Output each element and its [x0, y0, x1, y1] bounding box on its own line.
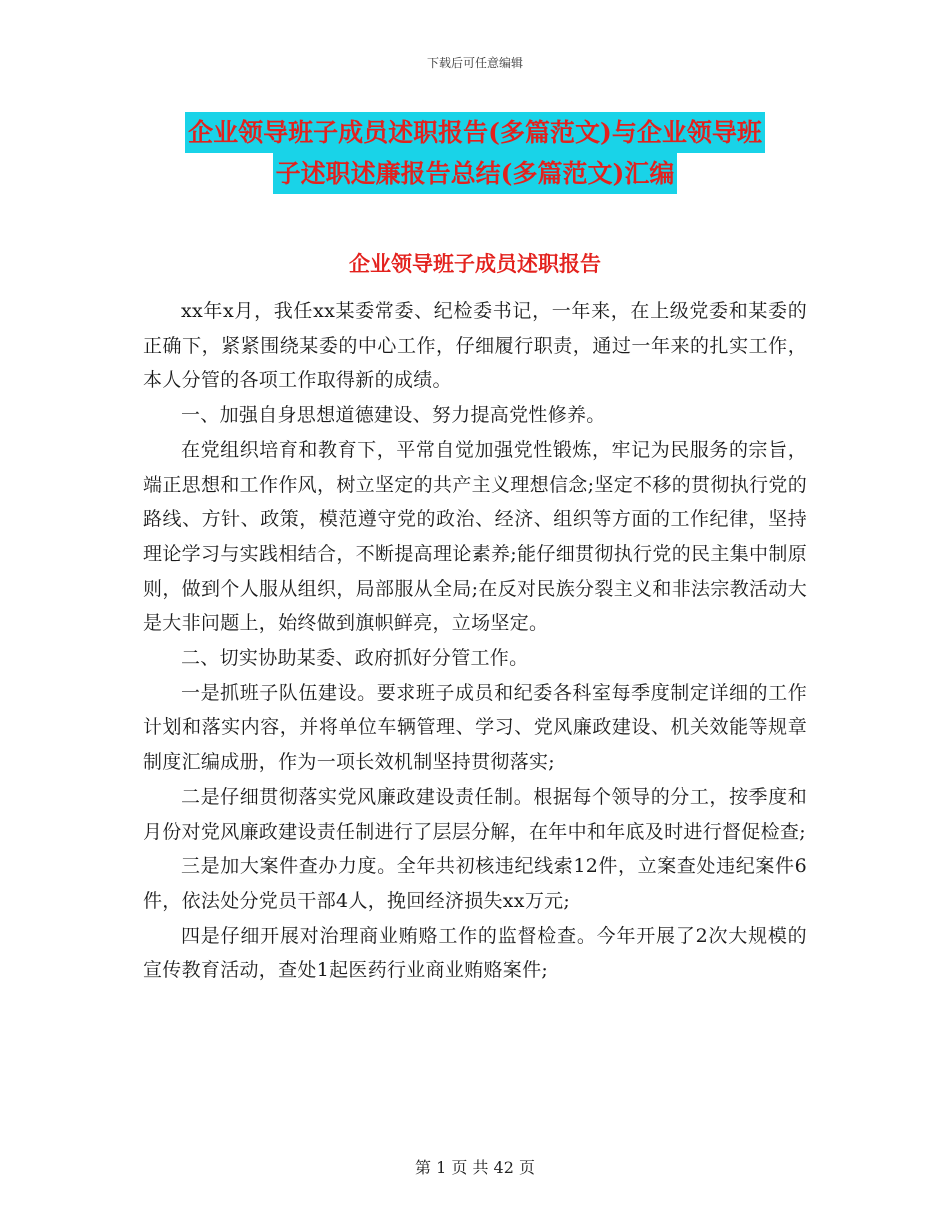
section-title: 企业领导班子成员述职报告: [349, 251, 601, 276]
title-line-1: 企业领导班子成员述职报告(多篇范文)与企业领导班: [185, 112, 765, 153]
paragraph: 三是加大案件查办力度。全年共初核违纪线索12件，立案查处违纪案件6件，依法处分党员干部4人，挽回经济损失xx万元;: [143, 855, 807, 912]
header-note: 下载后可任意编辑: [426, 56, 523, 70]
paragraph: 一是抓班子队伍建设。要求班子成员和纪委各科室每季度制定详细的工作计划和落实内容，并将单位车辆管理、学习、党风廉政建设、机关效能等规章制度汇编成册，作为一项长效机制坚持贯彻落实;: [143, 681, 807, 774]
page-number-footer: 第 1 页 共 42 页: [415, 1158, 535, 1177]
document-title: [0, 112, 950, 194]
paragraph: 在党组织培育和教育下，平常自觉加强党性锻炼，牢记为民服务的宗旨，端正思想和工作作风，树立坚定的共产主义理想信念;坚定不移的贯彻执行党的路线、方针、政策，模范遵守党的政治、经济、组织等方面的工作纪律，坚持理论学习与实践相结合，不断提高理论素养;能仔细贯彻执行党的民主集中制原则，做到个人服从组织，局部服从全局;在反对民族分裂主义和非法宗教活动大是大非问题上，始终做到旗帜鲜亮，立场坚定。: [143, 438, 807, 635]
paragraph: 一、加强自身思想道德建设、努力提高党性修养。: [181, 404, 606, 427]
paragraph: 四是仔细开展对治理商业贿赂工作的监督检查。今年开展了2次大规模的宣传教育活动，查处1起医药行业商业贿赂案件;: [143, 924, 807, 982]
paragraph: xx年x月，我任xx某委常委、纪检委书记，一年来，在上级党委和某委的正确下，紧紧围绕某委的中心工作，仔细履行职责，通过一年来的扎实工作，本人分管的各项工作取得新的成绩。: [143, 300, 807, 392]
body-text: [143, 294, 807, 988]
paragraph: 二、切实协助某委、政府抓好分管工作。: [181, 647, 529, 670]
title-line-2: 子述职述廉报告总结(多篇范文)汇编: [273, 153, 678, 194]
paragraph: 二是仔细贯彻落实党风廉政建设责任制。根据每个领导的分工，按季度和月份对党风廉政建设责任制进行了层层分解，在年中和年底及时进行督促检查;: [143, 785, 807, 843]
